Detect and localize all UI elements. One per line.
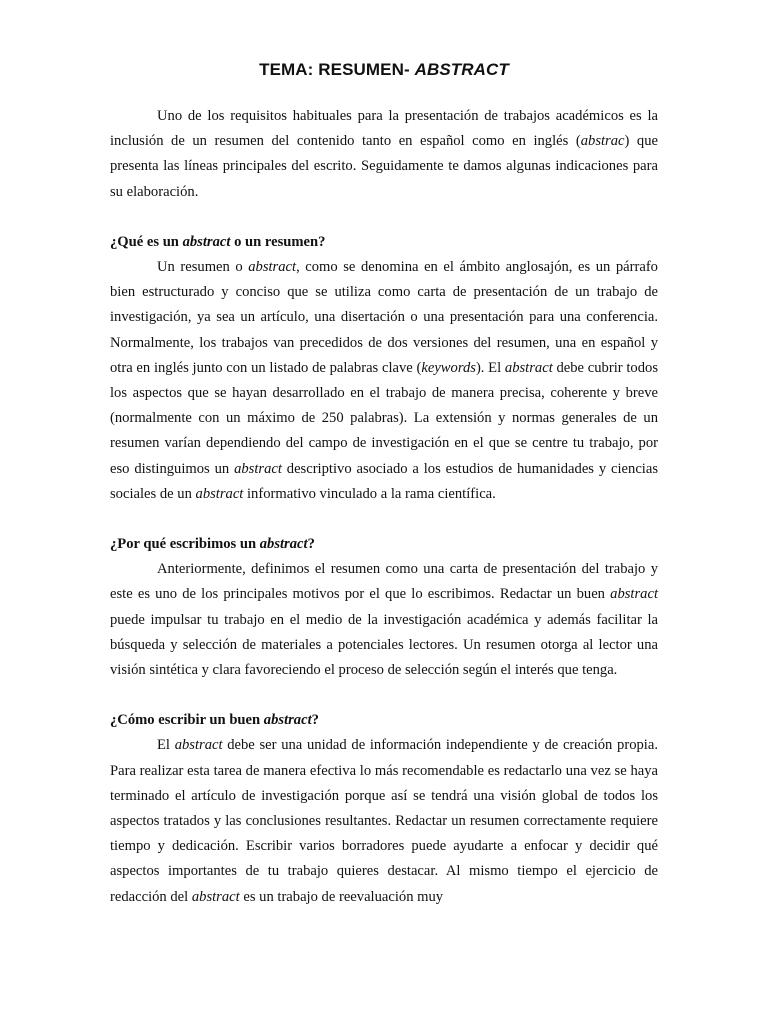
s2-heading-text-2: ? [307,536,315,553]
s1-heading-text-1: ¿Qué es un [110,233,183,250]
s1-text-6: informativo vinculado a la rama científica. [243,485,496,502]
s1-italic-5: abstract [195,485,244,502]
s3-text-1: El [157,737,175,754]
s3-heading-italic: abstract [263,712,312,729]
title-main: TEMA: RESUMEN- [259,60,415,79]
s3-italic-1: abstract [174,737,223,754]
s1-italic-4: abstract [234,460,282,477]
section-paragraph-why [110,557,658,683]
s1-text-1: Un resumen o [157,259,249,276]
section-heading-how [110,708,658,733]
s3-heading-text-1: ¿Cómo escribir un buen [110,712,264,729]
section-paragraph-what [110,255,658,507]
intro-text-1: Uno de los requisitos habituales para la presentación de trabajos académicos es la inclusión de un resumen del contenido tanto en español como en inglés ( [110,108,658,150]
intro-paragraph [110,104,658,205]
s2-heading-text-1: ¿Por qué escribimos un [110,536,260,553]
s1-heading-text-2: o un resumen? [230,233,326,250]
s1-heading-italic: abstract [182,233,231,250]
s1-text-4: debe cubrir todos los aspectos que se hayan desarrollado en el trabajo de manera precisa, coherente y breve (normalmente con un máximo de 250 palabras). La extensión y normas generales de un resumen varían dependiendo del campo de investigación en el que se centre tu trabajo, por eso distinguimos un [110,359,658,477]
s3-heading-text-2: ? [311,712,319,729]
s1-italic-1: abstract [248,259,297,276]
section-heading-what [110,230,658,255]
section-heading-why [110,532,658,557]
s3-italic-2: abstract [191,888,240,905]
intro-text-2: ) que presenta las líneas principales del escrito. Seguidamente te damos algunas indicaciones para su elaboración. [110,133,658,200]
title-italic: ABSTRACT [414,60,509,79]
s3-text-3: es un trabajo de reevaluación muy [239,888,444,905]
s1-italic-3: abstract [504,359,553,376]
s2-text-2: puede impulsar tu trabajo en el medio de la investigación académica y además facilitar la búsqueda y selección de materiales a potenciales lectores. Un resumen otorga al lector una visión sintética y clara favoreciendo el proceso de selección según el interés que tenga. [110,611,658,679]
s2-italic-1: abstract [610,586,658,603]
s1-text-3: ). El [475,359,505,376]
s2-heading-italic: abstract [259,536,308,553]
intro-italic-1: abstrac [580,133,625,150]
s1-text-5: descriptivo asociado a los estudios de humanidades y ciencias sociales de un [110,460,659,502]
section-paragraph-how [110,733,658,909]
s1-italic-2: keywords [421,359,476,376]
document-title [110,60,658,80]
s2-text-1: Anteriormente, definimos el resumen como una carta de presentación del trabajo y este es uno de los principales motivos por el que lo escribimos. Redactar un buen [110,561,658,603]
s3-text-2: debe ser una unidad de información independiente y de creación propia. Para realizar esta tarea de manera efectiva lo más recomendable es redactarlo una vez se haya terminado el artículo de investigación porque así se tendrá una visión global de todos los aspectos tratados y las conclusiones resultantes. Redactar un resumen correctamente requiere tiempo y dedicación. Escribir varios borradores puede ayudarte a enfocar y decidir qué aspectos importantes de tu trabajo quieres destacar. Al mismo tiempo el ejercicio de redacción del [110,737,658,905]
s1-text-2: , como se denomina en el ámbito anglosajón, es un párrafo bien estructurado y conciso que se utiliza como carta de presentación de un trabajo de investigación, ya sea un artículo, una disertación o una presentación para una conferencia. Normalmente, los trabajos van precedidos de dos versiones del resumen, una en español y otra en inglés junto con un listado de palabras clave ( [110,259,658,376]
